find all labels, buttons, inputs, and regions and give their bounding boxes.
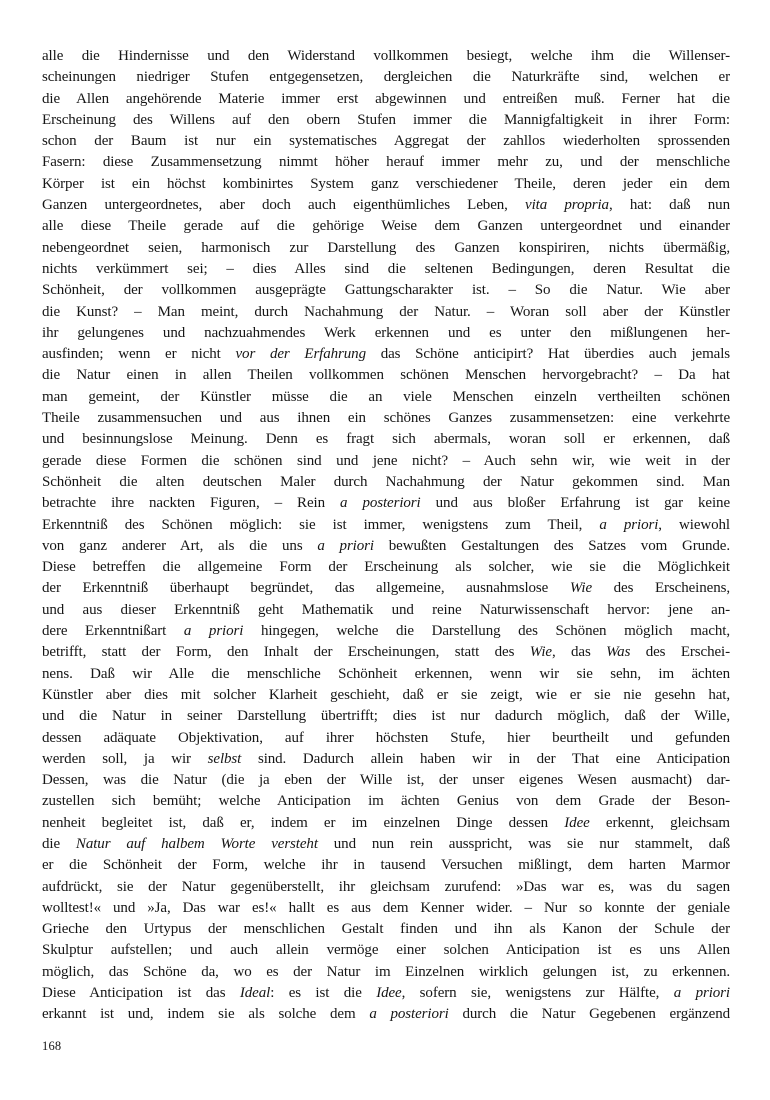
body-text: nichts verkümmert sei; – dies Alles sind die seltenen Bedingungen, deren Resultat die <box>42 260 730 277</box>
emphasized-text: Ideal <box>239 985 271 1002</box>
text-line <box>42 536 730 557</box>
text-line <box>42 472 730 493</box>
text-line <box>42 962 730 983</box>
text-line <box>42 89 730 110</box>
text-line <box>42 940 730 961</box>
body-text: man gemeint, der Künstler müsse die an viele Menschen einzeln vertheilten schönen <box>42 388 730 405</box>
emphasized-text: Idee <box>376 985 402 1002</box>
text-line <box>42 259 730 280</box>
text-line <box>42 46 730 67</box>
body-text: und aus bloßer Erfahrung ist gar keine <box>420 495 730 512</box>
body-text: Theile zusammensuchen und aus ihnen ein schönes Ganzes zusammensetzen: eine verkehrte <box>42 410 730 427</box>
body-text: die Natur einen in allen Theilen vollkommen schönen Menschen hervorgebracht? – Da hat <box>42 367 730 384</box>
text-line <box>42 1004 730 1025</box>
body-text: dere Erkenntnißart <box>42 623 184 640</box>
body-text: alle die Hindernisse und den Widerstand vollkommen besiegt, welche ihm die Willenser- <box>42 48 730 64</box>
text-line <box>42 216 730 237</box>
text-line <box>42 110 730 131</box>
body-text: , hat: daß nun <box>608 197 730 214</box>
body-text: Skulptur aufstellen; und auch allein vermöge einer solchen Anticipation ist es uns Allen <box>42 942 730 959</box>
text-line <box>42 706 730 727</box>
text-line <box>42 515 730 536</box>
text-line <box>42 728 730 749</box>
text-line <box>42 855 730 876</box>
text-line <box>42 344 730 365</box>
text-line <box>42 152 730 173</box>
body-text: zustellen sich bemüht; welche Anticipation im ächten Genius von dem Grade der Beson- <box>42 793 730 810</box>
body-text: des Erschei- <box>630 644 730 661</box>
body-text: , wiewohl <box>658 516 730 533</box>
text-line <box>42 685 730 706</box>
body-text: Künstler aber dies mit solcher Klarheit geschieht, daß er sie zeigt, wie er sie nie gesehn hat, <box>42 686 730 703</box>
emphasized-text: a posteriori <box>340 495 421 512</box>
body-text: Erscheinung des Willens auf den obern Stufen immer die Mannigfaltigkeit in ihrer Form: <box>42 111 730 128</box>
body-text: Körper ist ein höchst kombinirtes System ganz verschiedener Theile, deren jeder ein dem <box>42 175 730 192</box>
body-text: bewußten Gestaltungen des Satzes vom Grunde. <box>373 537 730 554</box>
emphasized-text: Idee <box>564 814 590 831</box>
body-text: , das <box>551 644 607 661</box>
body-text: hingegen, welche die Darstellung des Schönen möglich macht, <box>243 623 730 640</box>
body-text: : es ist die <box>270 985 377 1002</box>
body-text: nenheit begleitet ist, daß er, indem er im einzelnen Dinge dessen <box>42 814 565 831</box>
body-text: Ganzen untergeordnetes, aber doch auch eigenthümliches Leben, <box>42 197 526 214</box>
body-text: erkennt, gleichsam <box>589 814 730 831</box>
body-text: sind. Dadurch allein haben wir in der That eine Anticipation <box>241 750 730 767</box>
text-line <box>42 770 730 791</box>
text-line <box>42 408 730 429</box>
body-text: Schönheit, der vollkommen ausgeprägte Gattungscharakter ist. – So die Natur. Wie aber <box>42 282 730 299</box>
body-text: betrachte ihre nackten Figuren, – Rein <box>42 495 341 512</box>
body-text: Diese betreffen die allgemeine Form der Erscheinung als solcher, wie sie die Möglichkeit <box>42 559 730 576</box>
body-text: dessen adäquate Objektivation, auf ihrer höchsten Stufe, hier beurtheilt und gefunden <box>42 729 730 746</box>
text-line <box>42 983 730 1004</box>
body-text: und besinnungslose Meinung. Denn es fragt sich abermals, woran soll er erkennen, daß <box>42 431 730 448</box>
body-text: des Erscheinens, <box>592 580 730 597</box>
body-text: aufdrückt, sie der Natur gegenüberstellt, ihr gleichsam zurufend: »Das war es, was du sagen <box>42 878 730 895</box>
body-text: möglich, das Schöne da, wo es der Natur im Einzelnen wirklich gelungen ist, zu erkennen. <box>42 963 730 980</box>
text-line <box>42 664 730 685</box>
body-text: Schönheit die alten deutschen Maler durch Nachahmung der Natur gekommen sind. Man <box>42 473 730 490</box>
emphasized-text: Was <box>606 644 631 661</box>
text-line <box>42 791 730 812</box>
body-text: er die Schönheit der Form, welche ihr in tausend Versuchen mißlingt, dem harten Marmor <box>42 857 730 874</box>
emphasized-text: a priori <box>673 985 730 1002</box>
text-line <box>42 195 730 216</box>
body-text: scheinungen niedriger Stufen entgegensetzen, dergleichen die Naturkräfte sind, welchen er <box>42 69 730 86</box>
body-text: schon der Baum ist nur ein systematisches Aggregat der zahllos wiederholten sprossenden <box>42 133 730 150</box>
emphasized-text: a priori <box>599 516 659 533</box>
text-line <box>42 238 730 259</box>
emphasized-text: vita propria <box>525 197 609 214</box>
text-line <box>42 302 730 323</box>
body-text: Dessen, was die Natur (die ja eben der Wille ist, der unser eigenes Wesen ausmacht) dar- <box>42 772 730 789</box>
body-text: werden soll, ja wir <box>42 750 208 767</box>
text-line <box>42 451 730 472</box>
text-line <box>42 749 730 770</box>
body-text: und die Natur in seiner Darstellung übertrifft; dies ist nur dadurch möglich, daß der Wille, <box>42 708 730 725</box>
body-text: und aus dieser Erkenntniß geht Mathematik und reine Naturwissenschaft hervor: jene an- <box>42 601 730 618</box>
text-line <box>42 131 730 152</box>
text-line <box>42 493 730 514</box>
body-text: ausfinden; wenn er nicht <box>42 346 236 363</box>
text-line <box>42 387 730 408</box>
body-text: Fasern: diese Zusammensetzung nimmt höher herauf immer mehr zu, und der menschliche <box>42 154 730 171</box>
body-text: gerade diese Formen die schönen sind und jene nicht? – Auch sehn wir, wie weit in der <box>42 452 730 469</box>
body-text: alle diese Theile gerade auf die gehörige Weise dem Ganzen untergeordnet und einander <box>42 218 730 235</box>
text-line <box>42 429 730 450</box>
page-text <box>42 46 730 1026</box>
emphasized-text: Natur auf halbem Worte versteht <box>75 835 318 852</box>
text-line <box>42 280 730 301</box>
body-text: wolltest!« und »Ja, Das war es!« hallt es aus dem Kenner wider. – Nur so konnte der geniale <box>42 899 730 916</box>
emphasized-text: Wie <box>529 644 552 661</box>
text-line <box>42 621 730 642</box>
text-line <box>42 813 730 834</box>
body-text: Erkenntniß des Schönen möglich: sie ist immer, wenigstens zum Theil, <box>42 516 600 533</box>
text-line <box>42 834 730 855</box>
text-line <box>42 67 730 88</box>
body-text: die Allen angehörende Materie immer erst abgewinnen und entreißen muß. Ferner hat die <box>42 90 730 107</box>
body-text: der Erkenntniß überhaupt begründet, das allgemeine, ausnahmslose <box>42 580 570 597</box>
text-line <box>42 898 730 919</box>
page-number: 168 <box>42 1039 62 1053</box>
emphasized-text: a priori <box>183 623 244 640</box>
text-line <box>42 174 730 195</box>
emphasized-text: vor der Erfahrung <box>235 346 366 363</box>
body-text: nens. Daß wir Alle die menschliche Schönheit erkennen, wenn wir sie sehn, im ächten <box>42 665 730 682</box>
body-text: die Kunst? – Man meint, durch Nachahmung der Natur. – Woran soll aber der Künstler <box>42 303 730 320</box>
body-text: Grieche den Urtypus der menschlichen Gestalt finden und ihn als Kanon der Schule der <box>42 921 730 938</box>
body-text: erkannt ist und, indem sie als solche dem <box>42 1006 370 1023</box>
text-line <box>42 600 730 621</box>
body-text: ihr gelungenes und nachzuahmendes Werk erkennen und es unter den mißlungenen her- <box>42 324 730 341</box>
body-text: betrifft, statt der Form, den Inhalt der Erscheinungen, statt des <box>42 644 530 661</box>
body-text: die <box>42 835 76 852</box>
text-line <box>42 919 730 940</box>
text-line <box>42 323 730 344</box>
body-text: das Schöne anticipirt? Hat überdies auch jemals <box>365 346 730 363</box>
body-text: , sofern sie, wenigstens zur Hälfte, <box>401 985 674 1002</box>
body-text: durch die Natur Gegebenen ergänzend <box>448 1006 730 1023</box>
text-line <box>42 365 730 386</box>
text-line <box>42 642 730 663</box>
text-line <box>42 877 730 898</box>
body-text: und nun rein ausspricht, was sie nur stammelt, daß <box>317 835 730 852</box>
emphasized-text: selbst <box>207 750 242 767</box>
text-line <box>42 578 730 599</box>
text-line <box>42 557 730 578</box>
emphasized-text: a priori <box>317 537 374 554</box>
body-text: nebengeordnet seien, harmonisch zur Darstellung des Ganzen konspiriren, nichts übermäßig, <box>42 239 730 256</box>
body-text: Diese Anticipation ist das <box>42 985 240 1002</box>
emphasized-text: Wie <box>569 580 593 597</box>
body-text: von ganz anderer Art, als die uns <box>42 537 318 554</box>
emphasized-text: a posteriori <box>369 1006 449 1023</box>
